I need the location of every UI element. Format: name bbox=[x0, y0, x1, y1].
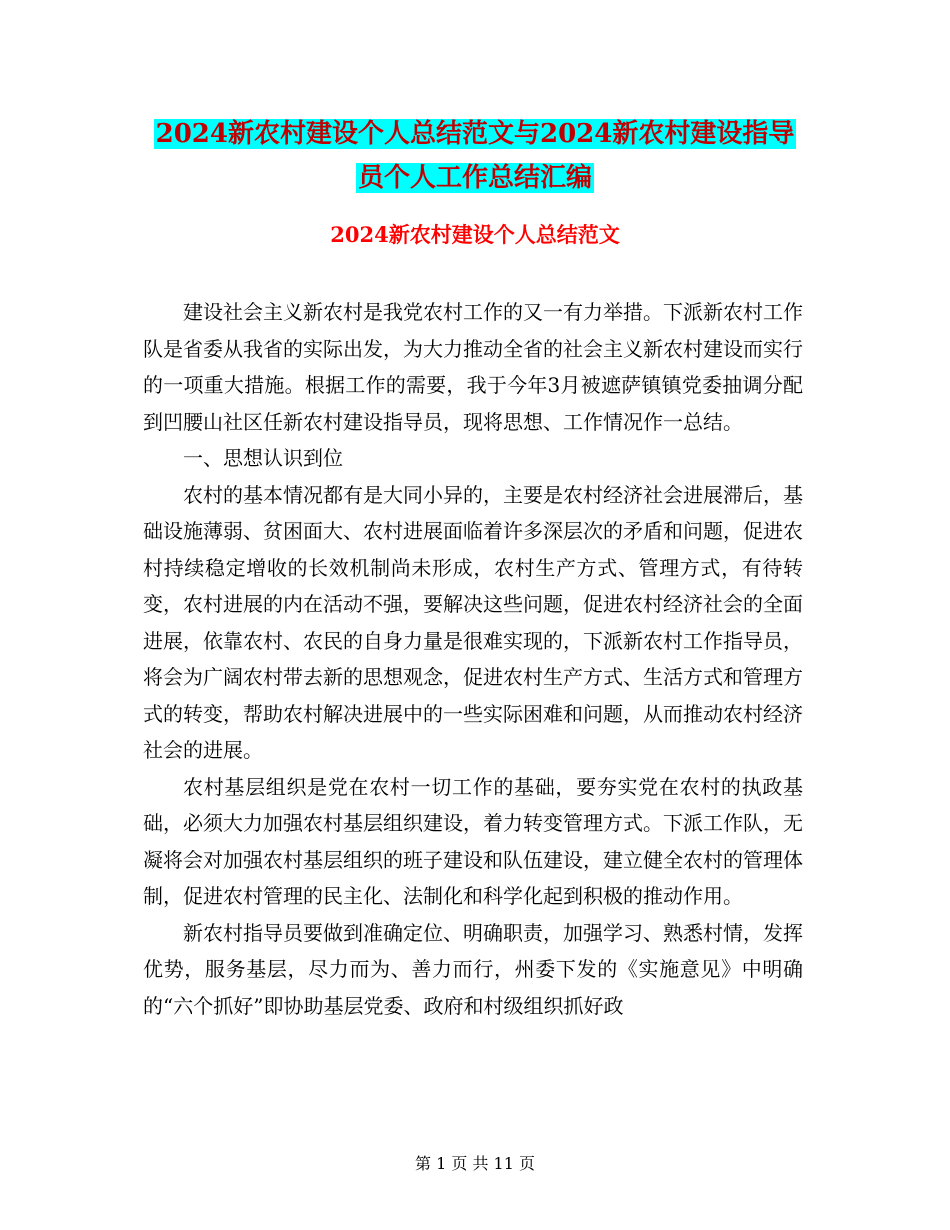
document-title-line-2: 员个人工作总结汇编 bbox=[357, 163, 592, 193]
page-number-footer: 第 1 页 共 11 页 bbox=[415, 1154, 535, 1173]
document-title bbox=[0, 112, 950, 200]
paragraph: 农村的基本情况都有是大同小异的，主要是农村经济社会进展滞后，基础设施薄弱、贫困面大、农村进展面临着许多深层次的矛盾和问题，促进农村持续稳定增收的长效机制尚未形成，农村生产方式、管理方式，有待转变，农村进展的内在活动不强，要解决这些问题，促进农村经济社会的全面进展，依靠农村、农民的自身力量是很难实现的，下派新农村工作指导员，将会为广阔农村带去新的思想观念，促进农村生产方式、生活方式和管理方式的转变，帮助农村解决进展中的一些实际困难和问题，从而推动农村经济社会的进展。 bbox=[143, 482, 803, 762]
section-title: 2024新农村建设个人总结范文 bbox=[330, 222, 620, 247]
paragraph: 建设社会主义新农村是我党农村工作的又一有力举措。下派新农村工作队是省委从我省的实际出发，为大力推动全省的社会主义新农村建设而实行的一项重大措施。根据工作的需要，我于今年3月被遮萨镇镇党委抽调分配到凹腰山社区任新农村建设指导员，现将思想、工作情况作一总结。 bbox=[143, 300, 803, 434]
document-title-line-1: 2024新农村建设个人总结范文与2024新农村建设指导 bbox=[155, 119, 795, 149]
document-body bbox=[143, 294, 803, 1024]
section-heading: 一、思想认识到位 bbox=[183, 446, 343, 470]
paragraph: 新农村指导员要做到准确定位、明确职责，加强学习、熟悉村情，发挥优势，服务基层，尽力而为、善力而行，州委下发的《实施意见》中明确的“六个抓好”即协助基层党委、政府和村级组织抓好政 bbox=[143, 920, 803, 1018]
paragraph: 农村基层组织是党在农村一切工作的基础，要夯实党在农村的执政基础，必须大力加强农村基层组织建设，着力转变管理方式。下派工作队，无凝将会对加强农村基层组织的班子建设和队伍建设，建立健全农村的管理体制，促进农村管理的民主化、法制化和科学化起到积极的推动作用。 bbox=[143, 774, 803, 908]
